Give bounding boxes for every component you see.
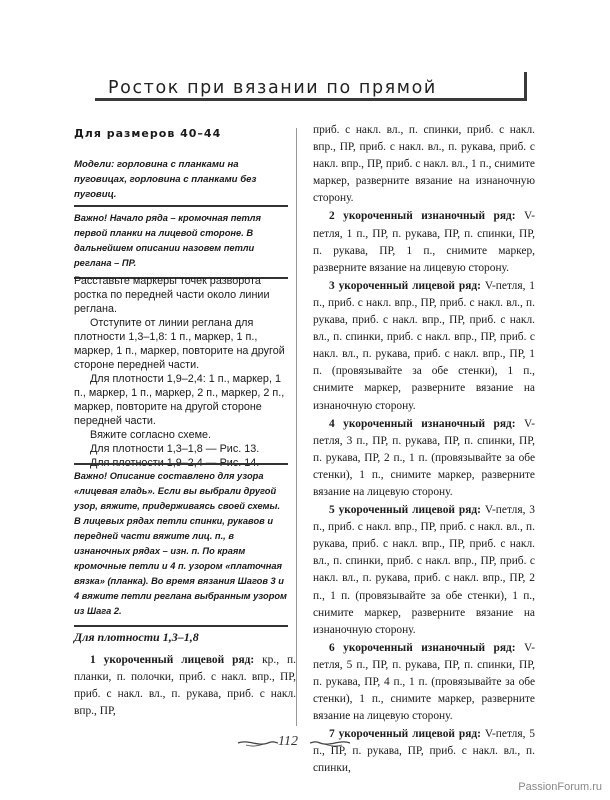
note-text-2: Важно! Описание составлено для узора «лицевая гладь». Если вы выбрали другой узор, вяжите, придерживаясь своей схемы. В лицевых рядах петли спинки, рукавов и передней части вяжите лиц. п., в изнаночных рядах – изн. п. По краям кромочные петли и 4 п. узором «платочная вязка» (планка). Во время вязания Шагов 3 и 4 вяжите петли реглана выбранным узором из Шага 2. [74, 471, 287, 616]
page-number: 112 [278, 734, 298, 749]
intro-paragraph: Отступите от линии реглана для плотности 1,3–1,8: 1 п., маркер, 1 п., маркер, 1 п., маркер, повторите на другой стороне передней части. [74, 317, 285, 371]
models-text: Модели: горловина с планками на пуговицах, горловина с планками без пуговиц. [74, 159, 257, 200]
note-box-1 [74, 205, 288, 279]
step-label: 6 укороченный изнаночный ряд: [329, 641, 516, 654]
watermark: PassionForum.ru [518, 781, 602, 793]
step-text: V-петля, 1 п., приб. с накл. впр., ПР, приб. с накл. вл., п. рукава, приб. с накл. впр., ПР, приб. с накл. вл., п. спинки, приб. с накл. впр., ПР, приб. с накл. вл., п. рукава, приб. с накл. впр., ПР, 1 п. (провязывайте за обе стенки), 1 п., снимите маркер, разверните вязание на изнаночную сторону. [313, 279, 536, 412]
step-text: V-петля, 1 п., ПР, п. рукава, ПР, п. спинки, ПР, п. рукава, ПР, 1 п., снимите маркер, разверните вязание на лицевую сторону. [313, 210, 535, 274]
continuation-text: приб. с накл. вл., п. спинки, приб. с накл. впр., ПР, приб. с накл. вл., п. рукава, приб. с накл. впр., ПР, приб. с накл. вл., 1 п., снимите маркер, разверните вязание на изнаночную сторону. [313, 124, 535, 205]
page-footer [0, 726, 610, 756]
intro-text [74, 274, 288, 470]
step-text: V-петля, 3 п., ПР, п. рукава, ПР, п. спинки, ПР, п. рукава, ПР, 2 п., 1 п. (провязывайте за обе стенки), 1 п., снимите маркер, разверните вязание на лицевую сторону. [313, 417, 535, 498]
step-text: V-петля, 5 п., ПР, п. рукава, ПР, приб. с накл. вл., п. спинки, [313, 728, 536, 775]
note-text-1: Важно! Начало ряда – кромочная петля первой планки на лицевой стороне. В дальнейшем описании назовем петли реглана – ПР. [74, 213, 261, 268]
step-text: V-петля, 5 п., ПР, п. рукава, ПР, п. спинки, ПР, п. рукава, ПР, 4 п., 1 п. (провязывайте за обе стенки), 1 п., снимите маркер, разверните вязание на лицевую сторону. [313, 641, 535, 723]
density-heading: Для плотности 1,3–1,8 [74, 630, 199, 644]
step-label: 3 укороченный лицевой ряд: [329, 279, 481, 292]
left-ornament-icon [238, 738, 278, 748]
step-label: 7 укороченный лицевой ряд: [329, 728, 481, 741]
note-box-2 [74, 463, 288, 627]
step-label: 2 укороченный изнаночный ряд: [329, 210, 516, 223]
right-column [313, 122, 535, 778]
right-ornament-icon [310, 738, 350, 748]
section-heading: Для размеров 40–44 [74, 127, 222, 140]
intro-paragraph: Расставьте маркеры точек разворота ростка по передней части около линии реглана. [74, 275, 270, 315]
step-label: 4 укороченный изнаночный ряд: [329, 417, 516, 430]
intro-paragraph: Для плотности 1,9–2,4: 1 п., маркер, 1 п., маркер, 1 п., маркер, 2 п., маркер, 2 п., маркер, повторите на другой стороне передней части. [74, 373, 285, 427]
intro-paragraph: Для плотности 1,3–1,8 — Рис. 13. [90, 443, 260, 455]
intro-paragraph: Для плотности 1,9–2,4 — Рис. 14. [90, 457, 260, 469]
title-underline [95, 98, 527, 101]
step-label: 1 укороченный лицевой ряд: [90, 654, 255, 666]
column-divider [296, 128, 297, 726]
page-title: Росток при вязании по прямой [108, 78, 437, 98]
step-text: кр., п. планки, п. полочки, приб. с накл. впр., ПР, приб. с накл. вл., п. рукава, приб. с накл. впр., ПР, [74, 654, 296, 718]
step-1 [74, 652, 296, 720]
intro-paragraph: Вяжите согласно схеме. [90, 429, 212, 441]
title-corner-rule [524, 72, 527, 101]
step-text: V-петля, 3 п., приб. с накл. впр., ПР, приб. с накл. вл., п. рукава, приб. с накл. впр., ПР, приб. с накл. вл., п. спинки, приб. с накл. впр., ПР, приб. с накл. вл., п. рукава, приб. с накл. впр., ПР, 2 п., 1 п. (провязывайте за обе стенки), 1 п., снимите маркер, разверните вязание на изнаночную сторону. [313, 504, 536, 636]
step-label: 5 укороченный лицевой ряд: [329, 504, 481, 517]
